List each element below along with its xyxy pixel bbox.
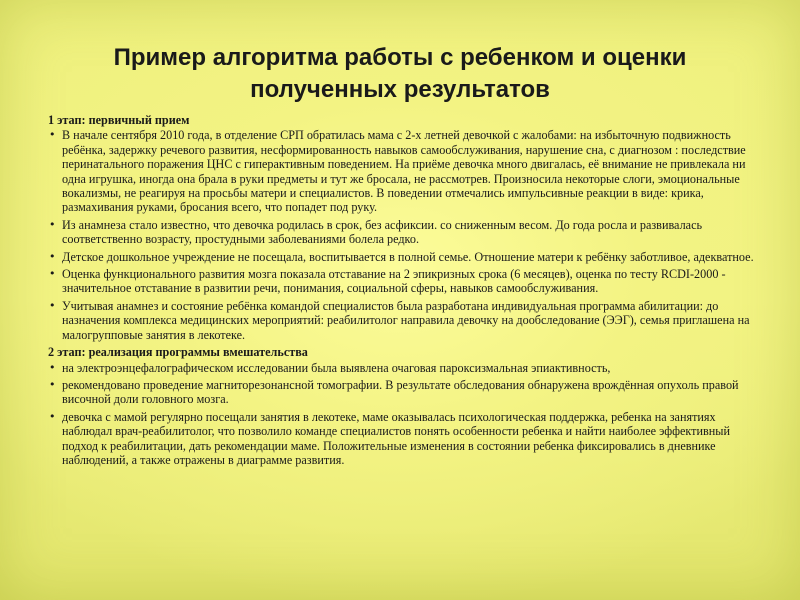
bullet-dot-icon: • [49,249,56,263]
bullet-dot-icon: • [49,267,56,281]
stage-1-bullet-item [48,250,760,264]
bullet-dot-icon: • [49,217,56,231]
stage-1-bullet-item [48,299,760,342]
stage-1-bullet-text: Учитывая анамнез и состояние ребёнка командой специалистов была разработана индивидуальная программа абилитации: до назначения комплекса медицинских мероприятий: реабилитолог направила девочку на дообследование (ЭЭГ), семья приглашена на малогрупповые занятия в лекотеке. [62,298,750,342]
stage-1-bullet-item [48,267,760,296]
bullet-dot-icon: • [49,128,56,142]
slide-body [48,113,760,470]
stage-1-bullet-item [48,128,760,214]
stage-1-heading: 1 этап: первичный прием [48,113,190,127]
slide-title [70,42,730,106]
stage-2-heading: 2 этап: реализация программы вмешательства [48,345,308,360]
stage-2-bullet-text: девочка с мамой регулярно посещали занятия в лекотеке, маме оказывалась психологическая поддержка, ребенка на занятиях наблюдал врач-реабилитолог, что позволило команде специалистов понять особенности ребенка и найти наиболее эффективный подход к реабилитации, дать рекомендации маме. Положительные изменения в состоянии ребенка фиксировались в дневнике наблюдений, а также отражены в диаграмме развития. [62,409,731,467]
stage-1-bullet-text: Оценка функционального развития мозга показала отставание на 2 эпикризных срока (6 месяцев), оценка по тесту RCDI-2000 - значительное отставание в развитии речи, понимания, социальной сферы, навыков самообслуживания. [62,267,726,296]
slide-title-line-1: Пример алгоритма работы с ребенком и оценки [113,44,687,71]
slide-title-line-2: полученных результатов [250,76,550,103]
bullet-dot-icon: • [49,409,56,423]
stage-2-bullet-item [48,410,760,468]
stage-2-bullet-item [48,378,760,407]
bullet-dot-icon: • [49,298,56,312]
stage-2-bullet-text: рекомендовано проведение магниторезонансной томографии. В результате обследования обнаружена врождённая опухоль правой височной доли головного мозга. [62,377,739,407]
bullet-dot-icon: • [49,377,56,391]
stage-1-bullet-list [48,128,760,342]
stage-1-bullet-text: Детское дошкольное учреждение не посещала, воспитывается в полной семье. Отношение матери к ребёнку заботливое, адекватное. [62,249,754,264]
stage-2-bullet-list [48,361,760,468]
bullet-dot-icon: • [49,360,56,374]
stage-1-bullet-item [48,218,760,247]
stage-1-bullet-text: В начале сентября 2010 года, в отделение СРП обратилась мама с 2-х летней девочкой с жалобами: на избыточную подвижность ребёнка, задержку речевого развития, несформированность навыков самообслуживания, нарушение сна, с диагнозом : последствие перинатального поражения ЦНС с гиперактивным поведением. На приёме девочка много двигалась, её внимание не привлекала ни одна игрушка, иногда она брала в руки предметы и тут же бросала, не рассмотрев. Произносила некоторые слоги, эмоциональные вокализмы, не реагируя на просьбы матери и специалистов. В поведении отмечались импульсивные реакции в виде: крика, размахивания руками, бросания всего, что попадет под руку. [62,128,746,215]
stage-2-bullet-text: на электроэнцефалографическом исследовании была выявлена очаговая пароксизмальная эпиактивность, [62,360,611,375]
stage-1-bullet-text: Из анамнеза стало известно, что девочка родилась в срок, без асфиксии. со сниженным весом. До года росла и развивалась соответственно возрасту, простудными заболеваниями болела редко. [62,217,703,247]
stage-2-bullet-item [48,361,760,375]
